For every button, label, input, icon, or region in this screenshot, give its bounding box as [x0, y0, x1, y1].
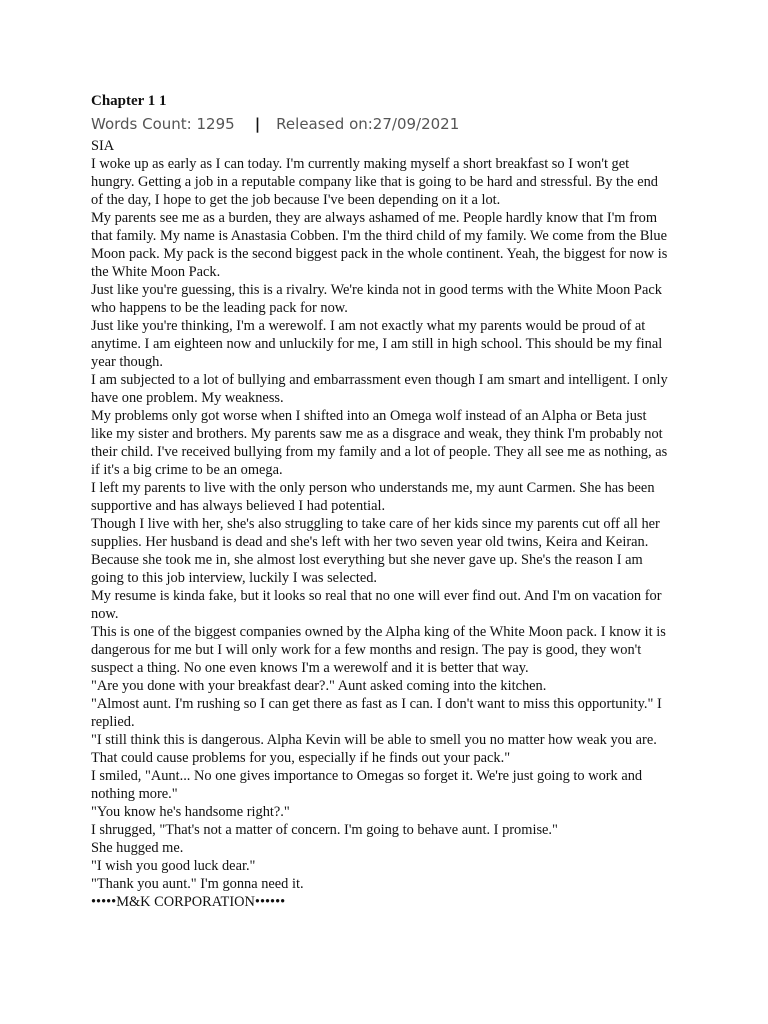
paragraph: My resume is kinda fake, but it looks so real that no one will ever find out. And I'm on vacation for now. [91, 588, 662, 622]
section-heading: •••••M&K CORPORATION•••••• [91, 894, 286, 910]
paragraph: Just like you're thinking, I'm a werewolf. I am not exactly what my parents would be proud of at anytime. I am eighteen now and unluckily for me, I am still in high school. This should be my final year though. [91, 318, 663, 370]
paragraph: I left my parents to live with the only person who understands me, my aunt Carmen. She has been supportive and has always believed I had potential. [91, 480, 655, 514]
paragraph: "Are you done with your breakfast dear?." Aunt asked coming into the kitchen. [91, 678, 547, 694]
chapter-title: Chapter 1 1 [91, 93, 167, 109]
paragraph: "Thank you aunt." I'm gonna need it. [91, 876, 304, 892]
paragraph: Though I live with her, she's also struggling to take care of her kids since my parents cut off all her supplies. Her husband is dead and she's left with her two seven year old twins, Keira and Keiran. Because she took me in, she almost lost everything but she never gave up. She's the reason I am going to this job interview, luckily I was selected. [91, 516, 660, 586]
paragraph: "I wish you good luck dear." [91, 858, 256, 874]
words-count: Words Count: 1295 [91, 115, 235, 133]
release-date: Released on:27/09/2021 [276, 115, 460, 133]
paragraph: I woke up as early as I can today. I'm currently making myself a short breakfast so I won't get hungry. Getting a job in a reputable company like that is going to be hard and stressful. By the end of the day, I hope to get the job because I've been depending on it a lot. [91, 156, 658, 208]
meta-separator: | [254, 115, 261, 133]
paragraph: She hugged me. [91, 840, 184, 856]
paragraph: This is one of the biggest companies owned by the Alpha king of the White Moon pack. I know it is dangerous for me but I will only work for a few months and resign. The pay is good, they won't suspect a thing. No one even knows I'm a werewolf and it is better that way. [91, 624, 666, 676]
paragraph: My problems only got worse when I shifted into an Omega wolf instead of an Alpha or Beta just like my sister and brothers. My parents saw me as a disgrace and weak, they think I'm probably not their child. I've received bullying from my family and a lot of people. They all see me as nothing, as if it's a big crime to be an omega. [91, 408, 668, 478]
chapter-meta [91, 114, 459, 134]
chapter-body [91, 137, 671, 911]
paragraph: SIA [91, 138, 115, 154]
paragraph: Just like you're guessing, this is a rivalry. We're kinda not in good terms with the White Moon Pack who happens to be the leading pack for now. [91, 282, 662, 316]
paragraph: "You know he's handsome right?." [91, 804, 290, 820]
paragraph: My parents see me as a burden, they are always ashamed of me. People hardly know that I'm from that family. My name is Anastasia Cobben. I'm the third child of my family. We come from the Blue Moon pack. My pack is the second biggest pack in the whole continent. Yeah, the biggest for now is the White Moon Pack. [91, 210, 668, 280]
paragraph: "I still think this is dangerous. Alpha Kevin will be able to smell you no matter how weak you are. That could cause problems for you, especially if he finds out your pack." [91, 732, 657, 766]
paragraph: I shrugged, "That's not a matter of concern. I'm going to behave aunt. I promise." [91, 822, 558, 838]
paragraph: I am subjected to a lot of bullying and embarrassment even though I am smart and intelligent. I only have one problem. My weakness. [91, 372, 668, 406]
paragraph: I smiled, "Aunt... No one gives importance to Omegas so forget it. We're just going to work and nothing more." [91, 768, 643, 802]
paragraph: "Almost aunt. I'm rushing so I can get there as fast as I can. I don't want to miss this opportunity." I replied. [91, 696, 662, 730]
